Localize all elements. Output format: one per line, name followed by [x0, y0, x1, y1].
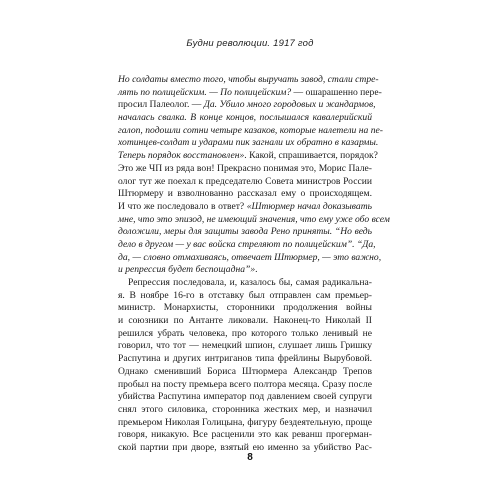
text-line: [118, 74, 379, 87]
text-line: [118, 238, 376, 252]
text-line: [118, 251, 382, 265]
running-title: Будни революции. 1917 год: [186, 38, 314, 49]
text-run: и репрессия будет беспощадна”»: [118, 264, 256, 276]
text-run: Штюрмеру и взволнованно рассказал ему о происходящем.: [118, 188, 372, 200]
text-line: [118, 290, 372, 303]
text-run: Однако сменивший Бориса Штюрмера Александр Трепов: [118, 365, 372, 377]
text-line: [118, 417, 372, 430]
text-line: [118, 391, 372, 404]
text-line: [118, 379, 372, 392]
text-line: [118, 86, 382, 100]
text-run: Теперь порядок восстановлен»: [118, 150, 245, 162]
text-line: [118, 429, 372, 442]
body-text: [118, 74, 390, 455]
text-line: [118, 201, 372, 214]
text-run: Но солдаты вместо того, чтобы выручать завод, стали стре-: [118, 74, 379, 85]
text-run: . Какой, спрашивается, порядок?: [244, 150, 378, 162]
text-run: я. В ноябре 16-го в отставку был отправлен сам премьер-: [118, 289, 372, 301]
text-run: .: [255, 264, 258, 276]
text-run: и союзники по Антанте ликовали. Наконец-то Николай II: [118, 315, 372, 327]
text-line: [118, 315, 372, 328]
text-line: [118, 404, 372, 417]
text-run: говоря, никакую. Все расценили это как реванш прогерман-: [118, 429, 372, 441]
text-line: [118, 277, 372, 290]
text-run: — ошарашенно пере-: [291, 86, 382, 98]
text-run: просил Палеолог. —: [118, 99, 204, 111]
text-line: [118, 302, 372, 315]
text-run: началась свалка. В конце концов, послышался кавалерийский: [118, 112, 372, 124]
text-run: Это же ЧП из ряда вон! Прекрасно понимая это, Морис Пале-: [118, 162, 372, 174]
text-line: [118, 340, 372, 353]
text-run: И что же последовало в ответ?: [118, 200, 247, 212]
text-line: [118, 226, 372, 239]
page-number: 8: [247, 452, 253, 463]
text-run: ской партии при дворе, взятый ею именно за убийство Рас-: [118, 441, 372, 453]
text-run: министр. Монархисты, сторонники продолжения войны: [118, 302, 372, 314]
text-line: [118, 328, 372, 341]
text-line: [118, 366, 372, 379]
text-line: [118, 264, 372, 277]
text-run: говорил, что тот — немецкий шпион, слушает лишь Гришку: [118, 340, 372, 352]
text-line: [118, 188, 372, 201]
text-line: [118, 163, 372, 176]
text-run: Репрессия последовала, и, казалось бы, самая радикальна-: [128, 277, 372, 288]
text-line: [118, 112, 372, 125]
text-run: доложили, меры для защиты завода Рено приняты. “Но ведь: [118, 226, 372, 238]
text-run: решился убрать человека, про которого только ленивый не: [118, 327, 372, 339]
text-run: Распутина и других интриганов типа фрейлины Вырубовой.: [118, 353, 372, 365]
text-run: убийства Распутина император под давлением своей супруги: [118, 391, 372, 403]
text-line: [118, 99, 376, 112]
text-run: Да. Убило много городовых и жандармов,: [203, 99, 376, 111]
text-line: [118, 176, 372, 189]
text-run: пробыл на посту премьера всего полтора месяца. Сразу после: [118, 378, 372, 390]
text-run: да, — словно отмахиваясь, отвечает Штюрмер, — это важно,: [118, 251, 382, 263]
text-line: [118, 353, 372, 366]
text-run: снял этого силовика, сторонника жестких мер, и назначил: [118, 403, 372, 415]
text-run: дело в другом — у вас войска стреляют по полицейским”. “Да,: [118, 238, 376, 250]
text-line: [118, 150, 378, 163]
text-line: [118, 124, 383, 138]
text-run: галоп, подошли сотни четыре казаков, которые налетели на пе-: [118, 124, 383, 136]
text-line: [118, 137, 379, 150]
text-run: лять по полицейским. — По полицейским?: [118, 86, 292, 98]
text-run: мне, что это эпизод, не имеющий значения, что ему уже обо всем: [118, 213, 390, 225]
text-run: хотинцев-солдат и ударами пик загнали их обратно в казармы.: [118, 137, 379, 149]
text-run: премьером Николая Голицына, фигуру бездеятельную, проще: [118, 416, 372, 428]
text-line: [118, 213, 390, 227]
text-run: «Штюрмер начал доказывать: [246, 200, 372, 212]
text-run: олог тут же поехал к председателю Совета министров России: [118, 175, 372, 187]
